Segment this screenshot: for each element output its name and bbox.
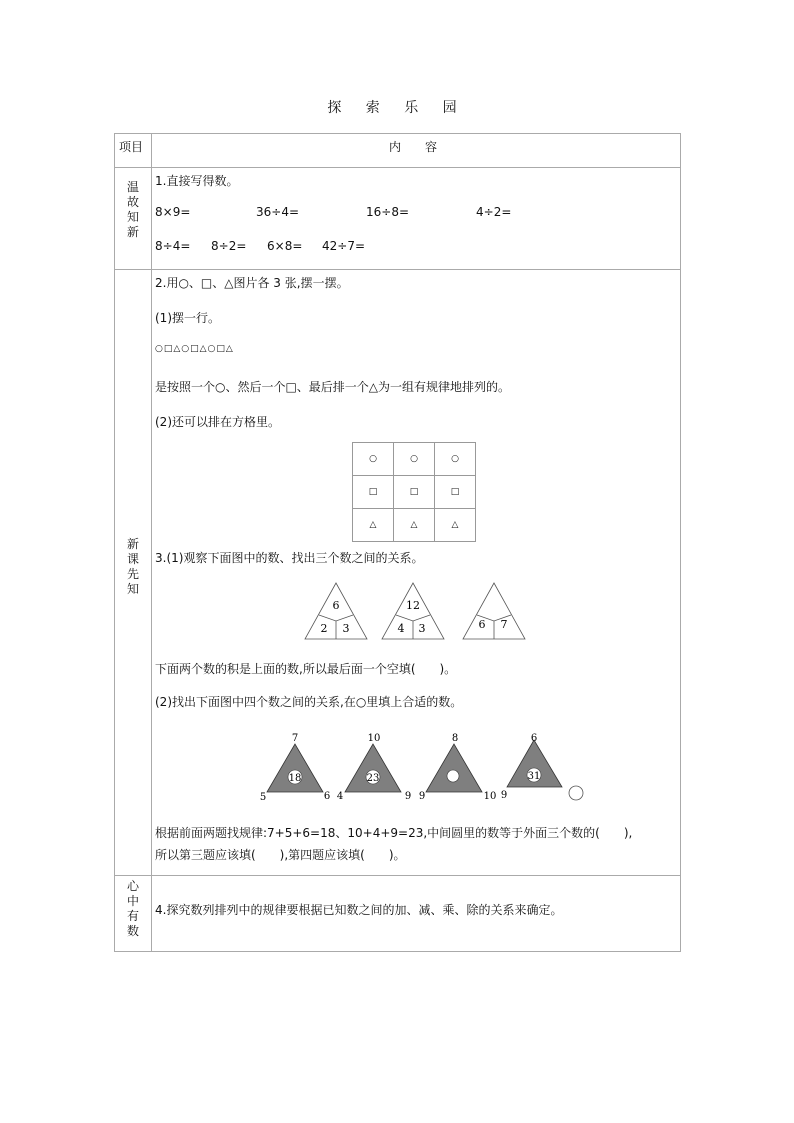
triangle-top-number: 6 bbox=[530, 733, 538, 744]
grid-cell: ○ bbox=[435, 443, 476, 476]
triangle-left-number: 9 bbox=[500, 790, 508, 801]
grid-cell: △ bbox=[394, 509, 435, 542]
triangle-right-number: 3 bbox=[418, 622, 426, 635]
table-column-divider bbox=[151, 133, 152, 952]
triangle-right-number: 10 bbox=[483, 791, 497, 802]
question-3-part-1-note: 下面两个数的积是上面的数,所以最后面一个空填( )。 bbox=[155, 662, 457, 676]
question-4: 4.探究数列排列中的规律要根据已知数之间的加、减、乘、除的关系来确定。 bbox=[155, 903, 563, 917]
triangle-top-number: 8 bbox=[451, 733, 459, 744]
triangle-left-number: 9 bbox=[418, 791, 426, 802]
shape-grid bbox=[352, 442, 476, 542]
question-2-part-1: (1)摆一行。 bbox=[155, 311, 220, 325]
triangle-left-number: 6 bbox=[478, 618, 486, 631]
blank-circle bbox=[447, 770, 459, 782]
triangle-top-number: 6 bbox=[332, 599, 340, 612]
grid-cell: ○ bbox=[353, 443, 394, 476]
table-row-divider bbox=[114, 269, 681, 270]
triangle-left-number: 4 bbox=[397, 622, 405, 635]
header-item: 项目 bbox=[119, 140, 144, 154]
calc-item: 8÷4= bbox=[155, 239, 191, 253]
table-border-top bbox=[114, 133, 681, 134]
triangle-left-number: 5 bbox=[259, 792, 267, 803]
question-3-part-1: 3.(1)观察下面图中的数、找出三个数之间的关系。 bbox=[155, 551, 424, 565]
section-label-summary: 心 中 有 数 bbox=[127, 879, 140, 938]
triangle-right-number: 7 bbox=[500, 618, 508, 631]
triangle-right-number: 9 bbox=[404, 791, 412, 802]
triangle-top-number: 10 bbox=[367, 733, 381, 744]
blank-circle bbox=[569, 786, 583, 800]
grid-cell: □ bbox=[435, 476, 476, 509]
calc-item: 6×8= bbox=[267, 239, 303, 253]
triangle-right-number: 6 bbox=[323, 791, 331, 802]
triangle-left-number: 2 bbox=[320, 622, 328, 635]
calc-item: 36÷4= bbox=[256, 205, 300, 219]
grid-cell: △ bbox=[353, 509, 394, 542]
filled-triangle bbox=[501, 733, 583, 801]
triangle-left-number: 4 bbox=[336, 791, 344, 802]
question-2: 2.用○、□、△图片各 3 张,摆一摆。 bbox=[155, 276, 349, 290]
table-row-divider bbox=[114, 167, 681, 168]
filled-triangle bbox=[419, 733, 497, 802]
section-label-preview: 新 课 先 知 bbox=[127, 537, 140, 596]
triangle-right-number: 3 bbox=[342, 622, 350, 635]
question-2-explanation: 是按照一个○、然后一个□、最后排一个△为一组有规律地排列的。 bbox=[155, 380, 511, 394]
triangle-top-number: 12 bbox=[406, 599, 420, 612]
triangle-center-number: 23 bbox=[366, 773, 380, 784]
number-triangle bbox=[382, 583, 444, 639]
question-2-part-2: (2)还可以排在方格里。 bbox=[155, 415, 280, 429]
table-border-bottom bbox=[114, 951, 681, 952]
number-triangles-b bbox=[250, 730, 590, 804]
section-label-review: 温 故 知 新 bbox=[127, 180, 140, 239]
header-content: 内 容 bbox=[389, 140, 438, 154]
triangle-center-number: 31 bbox=[527, 771, 541, 782]
question-3-part-2: (2)找出下面图中四个数之间的关系,在○里填上合适的数。 bbox=[155, 695, 463, 709]
number-triangle bbox=[305, 583, 367, 639]
table-border-right bbox=[680, 133, 681, 952]
calc-item: 8÷2= bbox=[211, 239, 247, 253]
number-triangles-a bbox=[300, 580, 535, 642]
question-1: 1.直接写得数。 bbox=[155, 174, 239, 188]
triangle-center-number: 18 bbox=[288, 773, 302, 784]
grid-cell: ○ bbox=[394, 443, 435, 476]
grid-cell: △ bbox=[435, 509, 476, 542]
filled-triangle bbox=[260, 733, 330, 803]
filled-triangle bbox=[337, 733, 411, 802]
calc-item: 16÷8= bbox=[366, 205, 410, 219]
calc-item: 42÷7= bbox=[322, 239, 366, 253]
question-3-part-2-note-2: 所以第三题应该填( ),第四题应该填( )。 bbox=[155, 848, 406, 862]
table-row-divider bbox=[114, 875, 681, 876]
number-triangle bbox=[463, 583, 525, 639]
grid-cell: □ bbox=[353, 476, 394, 509]
triangle-top-number: 7 bbox=[291, 733, 299, 744]
page-title: 探 索 乐 园 bbox=[327, 100, 467, 116]
grid-cell: □ bbox=[394, 476, 435, 509]
calc-item: 4÷2= bbox=[476, 205, 512, 219]
question-3-part-2-note: 根据前面两题找规律:7+5+6=18、10+4+9=23,中间圆里的数等于外面三个数的( ), bbox=[155, 826, 633, 840]
table-border-left bbox=[114, 133, 115, 952]
shape-sequence: ○□△○□△○□△ bbox=[155, 344, 234, 354]
calc-item: 8×9= bbox=[155, 205, 191, 219]
